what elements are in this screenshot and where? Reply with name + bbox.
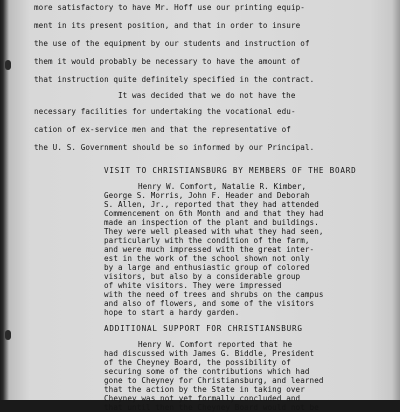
text-line: by a large and enthusiastic group of colored: [104, 263, 310, 272]
text-line: visitors, but also by a considerable group: [104, 272, 301, 281]
text-line: the U. S. Government should be so informed by our Principal.: [34, 143, 315, 152]
text-line: of the Cheyney Board, the possibility of: [104, 358, 291, 367]
text-line: securing some of the contributions which had: [104, 367, 310, 376]
text-line: and were much impressed with the great inter-: [104, 245, 315, 254]
text-line: the use of the equipment by our students and instruction of: [34, 39, 310, 48]
text-line: and also of flowers, and some of the visitors: [104, 299, 315, 308]
text-line: with the need of trees and shrubs on the campus: [104, 290, 324, 299]
text-line: more satisfactory to have Mr. Hoff use our printing equip-: [34, 3, 305, 12]
text-line: gone to Cheyney for Christiansburg, and learned: [104, 376, 324, 385]
text-line: est in the work of the school shown not only: [104, 254, 310, 263]
text-line: They were well pleased with what they had seen,: [104, 227, 324, 236]
text-line: hope to start a hardy garden.: [104, 308, 240, 317]
text-line: Henry W. Comfort reported that he: [138, 340, 293, 349]
text-line: Commencement on 6th Month and and that they had: [104, 209, 324, 218]
text-line: made an inspection of the plant and buildings.: [104, 218, 319, 227]
text-line: It was decided that we do not have the: [118, 91, 296, 100]
text-line: them it would probably be necessary to have the amount of: [34, 57, 301, 66]
text-line: of white visitors. They were impressed: [104, 281, 282, 290]
text-line: cation of ex-service men and that the representative of: [34, 125, 291, 134]
section-heading: ADDITIONAL SUPPORT FOR CHRISTIANSBURG: [104, 324, 303, 333]
text-line: particularly with the condition of the farm,: [104, 236, 310, 245]
punch-hole: [5, 60, 11, 70]
text-line: that until then the Cheyney Board would not be: [104, 403, 319, 412]
text-line: ment in its present position, and that in order to insure: [34, 21, 301, 30]
text-line: had discussed with James G. Biddle, President: [104, 349, 315, 358]
text-line: S. Allen, Jr., reported that they had attended: [104, 200, 319, 209]
text-line: that the action by the State in taking over: [104, 385, 305, 394]
text-line: George S. Morris, John F. Header and Deborah: [104, 191, 310, 200]
text-line: that instruction quite definitely specified in the contract.: [34, 75, 315, 84]
text-line: necessary facilities for undertaking the vocational edu-: [34, 107, 296, 116]
text-line: Cheyney was not yet formally concluded and: [104, 394, 301, 403]
punch-hole: [5, 330, 11, 340]
text-line: Henry W. Comfort, Natalie R. Kimber,: [138, 182, 307, 191]
section-heading: VISIT TO CHRISTIANSBURG BY MEMBERS OF THE BOARD: [104, 166, 357, 175]
